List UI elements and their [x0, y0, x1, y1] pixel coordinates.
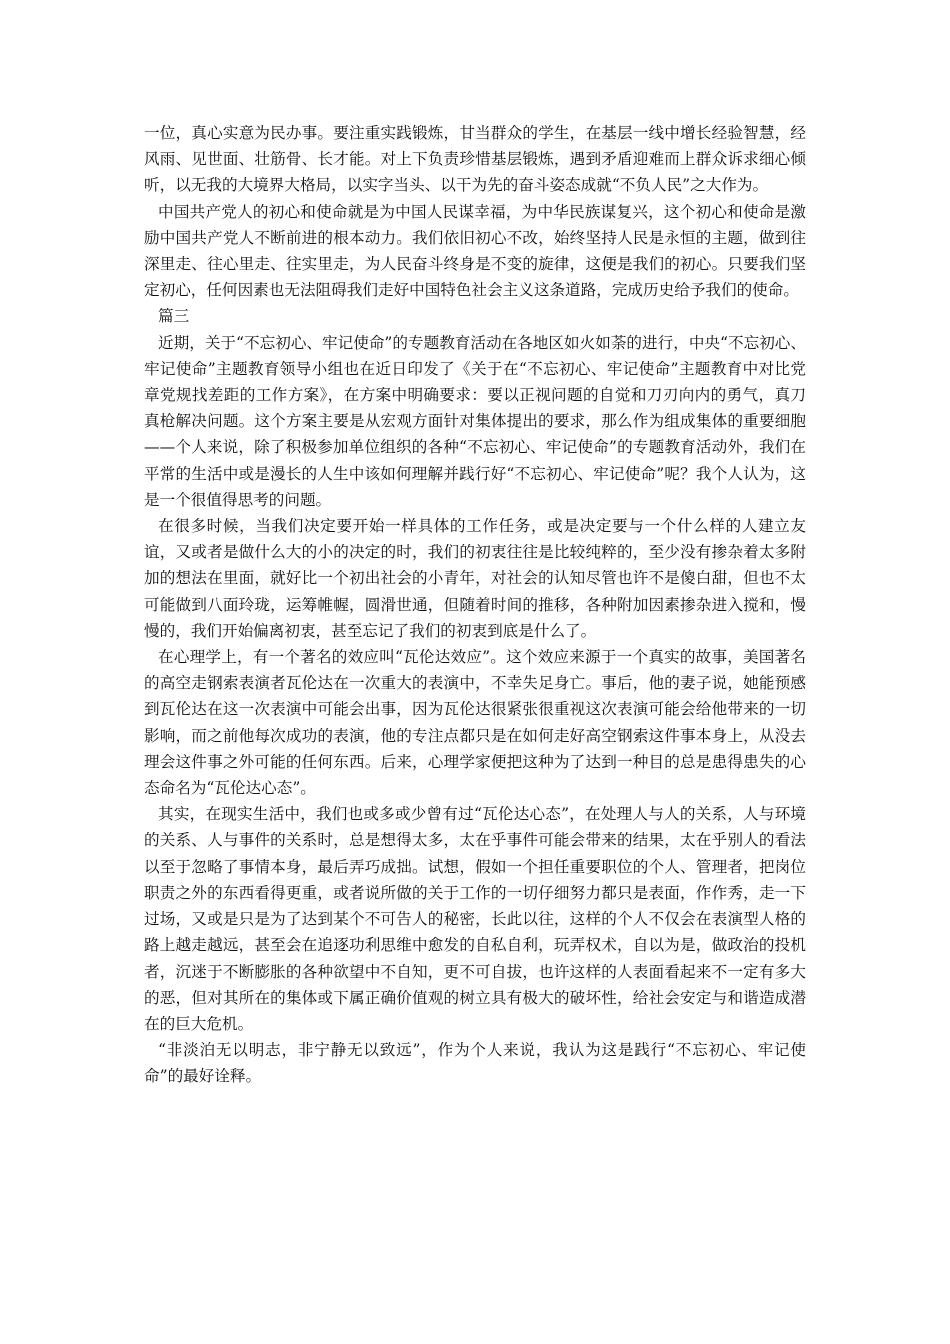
- section-heading: 篇三: [158, 307, 190, 326]
- paragraph-3: 近期，关于“不忘初心、牢记使命”的专题教育活动在各地区如火如荼的进行，中央“不忘初心、牢记使命”主题教育领导小组也在近日印发了《关于在“不忘初心、牢记使命”主题教育中对比党章党规找差距的工作方案》，在方案中明确要求：要以正视问题的自觉和刀刃向内的勇气，真刀真枪解决问题。这个方案主要是从宏观方面针对集体提出的要求，那么作为组成集体的重要细胞——个人来说，除了积极参加单位组织的各种“不忘初心、牢记使命”的专题教育活动外，我们在平常的生活中或是漫长的人生中该如何理解并践行好“不忘初心、牢记使命”呢？我个人认为，这是一个很值得思考的问题。: [144, 333, 806, 509]
- document-page: [144, 120, 806, 1090]
- paragraph-1: 一位，真心实意为民办事。要注重实践锻炼，甘当群众的学生，在基层一线中增长经验智慧，经风雨、见世面、壮筋骨、长才能。对上下负责珍惜基层锻炼，遇到矛盾迎难而上群众诉求细心倾听，以无我的大境界大格局，以实字当头、以干为先的奋斗姿态成就“不负人民”之大作为。: [144, 124, 806, 195]
- paragraph-2: 中国共产党人的初心和使命就是为中国人民谋幸福，为中华民族谋复兴，这个初心和使命是激励中国共产党人不断前进的根本动力。我们依旧初心不改，始终坚持人民是永恒的主题，做到往深里走、往心里走、往实里走，为人民奋斗终身是不变的旋律，这便是我们的初心。只要我们坚定初心，任何因素也无法阻碍我们走好中国特色社会主义这条道路，完成历史给予我们的使命。: [144, 202, 806, 300]
- paragraph-5: 在心理学上，有一个著名的效应叫“瓦伦达效应”。这个效应来源于一个真实的故事，美国著名的高空走钢索表演者瓦伦达在一次重大的表演中，不幸失足身亡。事后，他的妻子说，她能预感到瓦伦达在这一次表演中可能会出事，因为瓦伦达很紧张很重视这次表演可能会给他带来的一切影响，而之前他每次成功的表演，他的专注点都只是在如何走好高空钢索这件事本身上，从没去理会这件事之外可能的任何东西。后来，心理学家便把这种为了达到一种目的总是患得患失的心态命名为“瓦伦达心态”。: [144, 648, 806, 798]
- paragraph-6: 其实，在现实生活中，我们也或多或少曾有过“瓦伦达心态”，在处理人与人的关系，人与环境的关系、人与事件的关系时，总是想得太多，太在乎事件可能会带来的结果，太在乎别人的看法以至于忽略了事情本身，最后弄巧成拙。试想，假如一个担任重要职位的个人、管理者，把岗位职责之外的东西看得更重，或者说所做的关于工作的一切仔细努力都只是表面，作作秀，走一下过场，又或是只是为了达到某个不可告人的秘密，长此以往，这样的个人不仅会在表演型人格的路上越走越远，甚至会在追逐功利思维中愈发的自私自利，玩弄权术，自以为是，做政治的投机者，沉迷于不断膨胀的各种欲望中不自知，更不可自拔，也许这样的人表面看起来不一定有多大的恶，但对其所在的集体或下属正确价值观的树立具有极大的破坏性，给社会安定与和谐造成潜在的巨大危机。: [144, 805, 806, 1033]
- paragraph-7: “非淡泊无以明志，非宁静无以致远”，作为个人来说，我认为这是践行“不忘初心、牢记使命”的最好诠释。: [144, 1041, 806, 1086]
- paragraph-4: 在很多时候，当我们决定要开始一样具体的工作任务，或是决定要与一个什么样的人建立友谊，又或者是做什么大的小的决定的时，我们的初衷往往是比较纯粹的，至少没有掺杂着太多附加的想法在里面，就好比一个初出社会的小青年，对社会的认知尽管也许不是傻白甜，但也不太可能做到八面玲珑，运筹帷幄，圆滑世通，但随着时间的推移，各种附加因素掺杂进入搅和，慢慢的，我们开始偏离初衷，甚至忘记了我们的初衷到底是什么了。: [144, 517, 806, 640]
